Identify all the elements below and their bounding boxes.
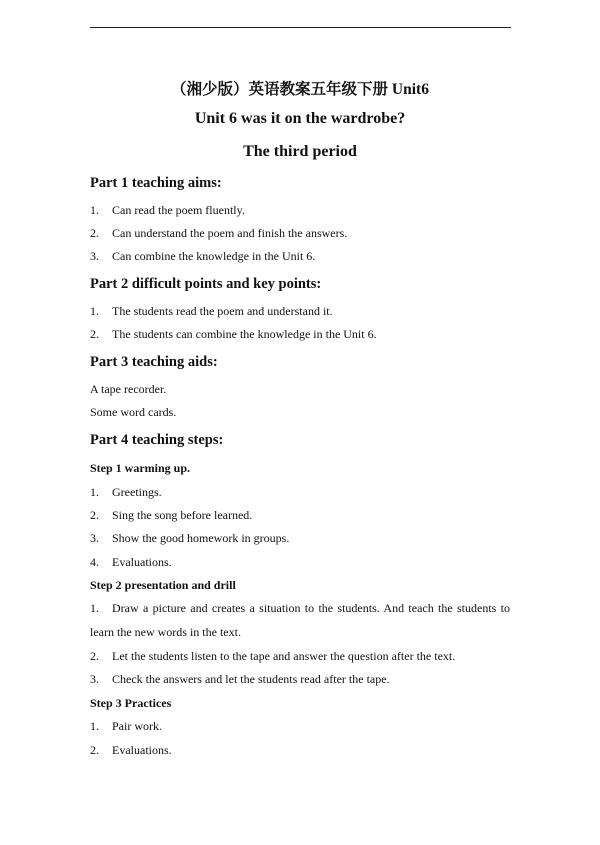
part4-heading: Part 4 teaching steps: — [90, 432, 224, 448]
list-item: 1. Draw a picture and creates a situation to the students. And teach the students to learn the new words in the text. — [90, 601, 510, 639]
list-item: 2. Sing the song before learned. — [90, 508, 253, 522]
list-item: 2. Can understand the poem and finish the answers. — [90, 226, 348, 240]
period-title: The third period — [243, 143, 357, 160]
list-item: 3. Check the answers and let the students read after the tape. — [90, 672, 390, 686]
list-item: 2. The students can combine the knowledge in the Unit 6. — [90, 327, 377, 341]
step2-heading: Step 2 presentation and drill — [90, 578, 236, 592]
list-item: 1. Can read the poem fluently. — [90, 203, 245, 217]
list-item: 2. Evaluations. — [90, 743, 172, 757]
part3-heading: Part 3 teaching aids: — [90, 354, 218, 370]
list-item: 1. Pair work. — [90, 719, 162, 733]
step3-heading: Step 3 Practices — [90, 696, 172, 710]
list-item: 3. Show the good homework in groups. — [90, 531, 290, 545]
part2-heading: Part 2 difficult points and key points: — [90, 276, 322, 292]
step1-heading: Step 1 warming up. — [90, 461, 191, 475]
aid-item: A tape recorder. — [90, 382, 167, 396]
unit-title: Unit 6 was it on the wardrobe? — [194, 110, 406, 127]
list-item: 3. Can combine the knowledge in the Unit 6. — [90, 249, 316, 263]
header-rule — [90, 27, 511, 28]
document-title: （湘少版）英语教案五年级下册 Unit6 — [171, 81, 429, 98]
aid-item: Some word cards. — [90, 405, 177, 419]
list-item: 2. Let the students listen to the tape and answer the question after the text. — [90, 649, 456, 663]
part1-heading: Part 1 teaching aims: — [90, 175, 222, 191]
list-item: 1. Greetings. — [90, 485, 162, 499]
list-item: 1. The students read the poem and understand it. — [90, 304, 333, 318]
list-item: 4. Evaluations. — [90, 555, 172, 569]
